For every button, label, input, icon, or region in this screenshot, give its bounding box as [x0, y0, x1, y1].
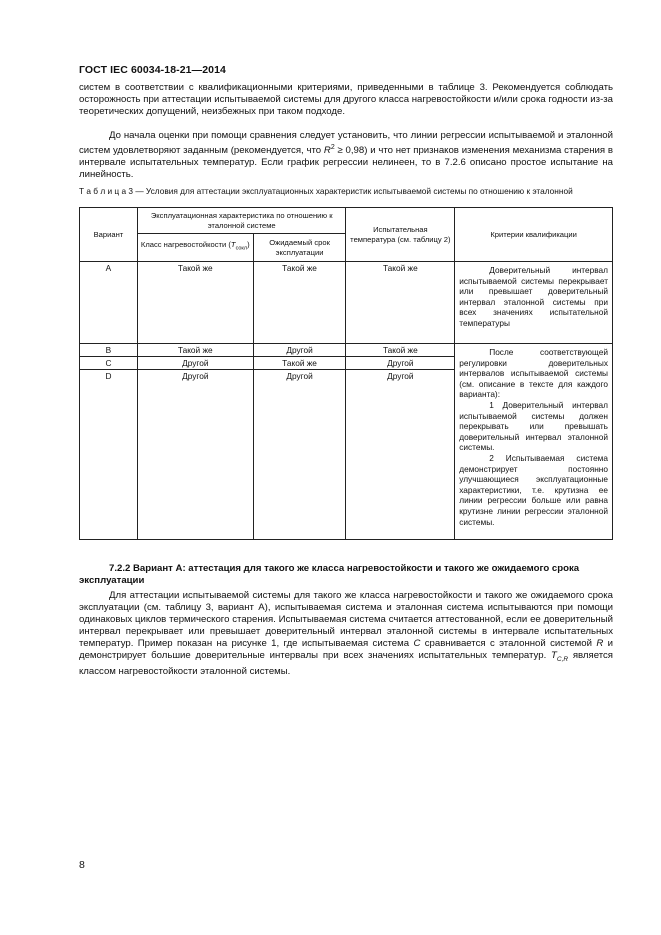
header-variant: Вариант	[80, 208, 138, 262]
intro-paragraph-2	[79, 130, 613, 182]
criteria-bcd-1: 1 Доверительный интервал испытываемой системы должен перекрывать или превышать доверительный интервал эталонной системы.	[459, 399, 608, 453]
para2-part-a: До начала оценки при помощи сравнения следует установить, что линии регрессии испытываемой и эталонной систем удовлетворяют заданным (рекомендуется, что	[79, 130, 613, 157]
qualification-table	[79, 207, 613, 540]
criteria-bcd-intro: После соответствующей регулировки доверительных интервалов испытываемой системы (см. описание в тексте для каждого варианта):	[459, 347, 608, 400]
table-row: A Такой же Такой же Такой же Доверительный интервал испытываемой системы перекрывает или превышает доверительный интервал эталонной системы при всех значениях испытательной температуры	[80, 262, 613, 344]
para2-part-b: ≥ 0,98) и что нет признаков изменения механизма старения в интервале испытательных температур. Если график регрессии нелинеен, то в 7.2.6 описано простое испытание на линейность.	[79, 145, 613, 181]
criteria-bcd-2: 2 Испытываемая система демонстрирует постоянно улучшающиеся эксплуатационные характеристики, т.е. крутизна ее линии регрессии больше или равна крутизне линии регрессии эталонной системы.	[459, 452, 608, 527]
document-header: ГОСТ IEC 60034-18-21—2014	[79, 64, 226, 76]
header-group: Эксплуатационная характеристика по отношению к эталонной системе	[137, 208, 346, 234]
table-row: D Другой Другой Другой	[80, 370, 613, 540]
r-symbol: R	[323, 145, 331, 157]
criteria-bcd	[455, 344, 613, 540]
header-thermal-class: Класс нагревостойкости $(T_{сокл})$	[137, 234, 253, 262]
table-caption: Т а б л и ц а 3 — Условия для аттестации эксплуатационных характеристик испытываемой системы по отношению к эталонной	[79, 186, 573, 196]
header-life: Ожидаемый срок эксплуатации	[253, 234, 346, 262]
header-criteria: Критерии квалификации	[455, 208, 613, 262]
criteria-a: Доверительный интервал испытываемой системы перекрывает или превышает доверительный интервал эталонной системы при всех значениях испытательной температуры	[455, 262, 613, 344]
intro-paragraph-1: систем в соответствии с квалификационными критериями, приведенными в таблице 3. Рекомендуется соблюдать осторожность при аттестации испытываемой системы для другого класса нагревостойкости и/или срока годности из-за теоретических допущений, неизбежных при таком подходе.	[79, 82, 613, 118]
page-number: 8	[79, 859, 85, 871]
header-temp-range: Испытательная температура (см. таблицу 2)	[346, 208, 455, 262]
section-body: Для аттестации испытываемой системы для такого же класса нагревостойкости и такого же ожидаемого срока эксплуатации (см. таблицу 3, вариант А), испытываемая система и эталонная система испытываются при помощи одинаковых циклов термического старения. Испытываемая система считается аттестованной, если ее доверительный интервал перекрывает или превышает доверительный интервал эталонной системы в интервале испытательных температур. Пример показан на рисунке 1, где испытываемая система C сравнивается с эталонной системой R и демонстрирует большие доверительные интервалы при всех значениях испытательных температур. $T_{C,R}$ является классом нагревостойкости эталонной системы.	[79, 590, 614, 678]
table-row: B Такой же Другой Такой же После соответствующей регулировки доверительных интервалов испытываемой системы (см. описание в тексте для каждого варианта): 1 Доверительный интервал испытываемой системы должен перекрывать или превышать доверительный интервал эталонной системы. 2 Испытываемая система демонстрирует постоянно улучшающиеся эксплуатационные характеристики, т.е. крутизна ее линии регрессии больше или равна крутизне линии регрессии эталонной системы.	[80, 344, 613, 357]
table-row: C Другой Такой же Другой	[80, 357, 613, 370]
section-title: 7.2.2 Вариант А: аттестация для такого же класса нагревостойкости и такого же ожидаемого срока эксплуатации	[79, 563, 580, 587]
r-superscript: 2	[330, 144, 335, 152]
